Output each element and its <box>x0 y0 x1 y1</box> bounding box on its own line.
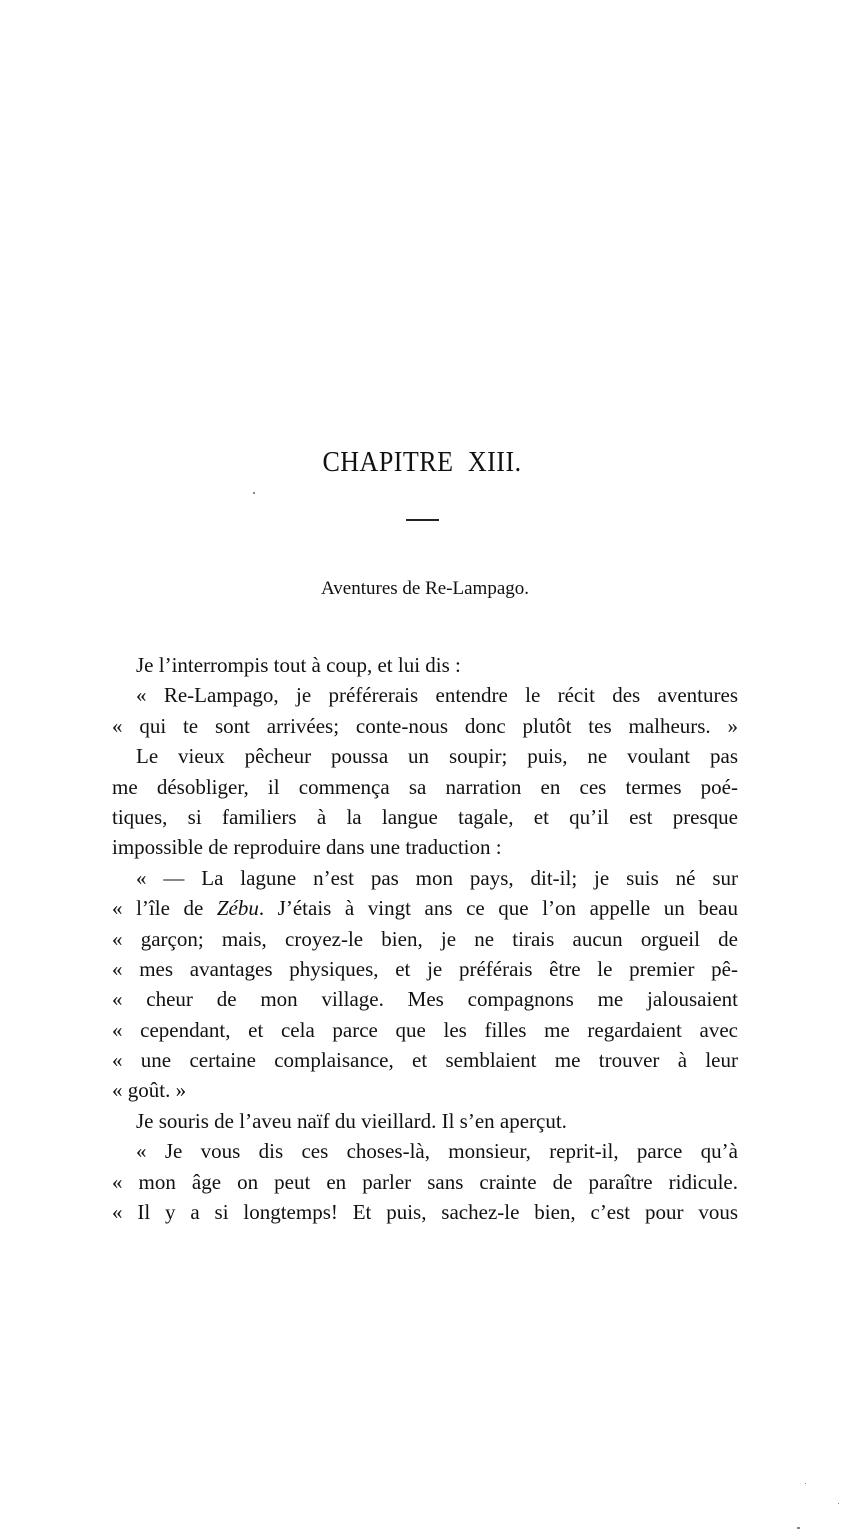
text-line: me désobliger, il commença sa narration en ces termes poé- <box>112 774 738 799</box>
text-line: « une certaine complaisance, et semblaient me trouver à leur <box>112 1048 738 1073</box>
text-line: « cheur de mon village. Mes compagnons me jalousaient <box>112 987 738 1012</box>
text-fragment: . J’étais à vingt ans ce que l’on appelle un beau <box>258 896 739 921</box>
scan-speck <box>805 1483 806 1484</box>
text-line: « garçon; mais, croyez-le bien, je ne tirais aucun orgueil de <box>112 926 738 951</box>
text-line: Je souris de l’aveu naïf du vieillard. Il s’en aperçut. <box>136 1108 567 1133</box>
text-line: tiques, si familiers à la langue tagale, et qu’il est presque <box>112 804 738 829</box>
text-line: « Je vous dis ces choses-là, monsieur, reprit-il, parce qu’à <box>136 1139 738 1164</box>
chapter-subtitle <box>0 578 856 600</box>
text-line: « — La lagune n’est pas mon pays, dit-il; je suis né sur <box>136 865 738 890</box>
scan-speck <box>797 1527 800 1529</box>
text-line: « mon âge on peut en parler sans crainte de paraître ridicule. <box>112 1169 738 1194</box>
text-line <box>112 893 738 923</box>
chapter-subtitle-text: Aventures de Re-Lampago. <box>320 578 530 599</box>
text-line: « Il y a si longtemps! Et puis, sachez-le bien, c’est pour vous <box>112 1200 738 1225</box>
scan-speck <box>253 492 255 494</box>
chapter-title <box>30 447 826 479</box>
scan-speck <box>838 1503 839 1504</box>
chapter-separator-rule <box>406 519 439 521</box>
text-line: « cependant, et cela parce que les filles me regardaient avec <box>112 1017 738 1042</box>
italic-place-name: Zébu <box>216 896 259 921</box>
text-line: impossible de reproduire dans une traduction : <box>112 835 502 860</box>
body-text <box>112 650 738 1227</box>
text-line: « qui te sont arrivées; conte-nous donc plutôt tes malheurs. » <box>112 713 738 738</box>
text-line: « mes avantages physiques, et je préférais être le premier pê- <box>112 956 738 981</box>
text-line: Je l’interrompis tout à coup, et lui dis : <box>136 653 461 677</box>
text-line: « goût. » <box>112 1078 187 1103</box>
text-fragment: « l’île de <box>112 896 217 921</box>
chapter-title-text: CHAPITRE XIII. <box>322 447 522 478</box>
text-line: Le vieux pêcheur poussa un soupir; puis, ne voulant pas <box>136 744 738 769</box>
text-line: « Re-Lampago, je préférerais entendre le récit des aventures <box>136 683 738 708</box>
